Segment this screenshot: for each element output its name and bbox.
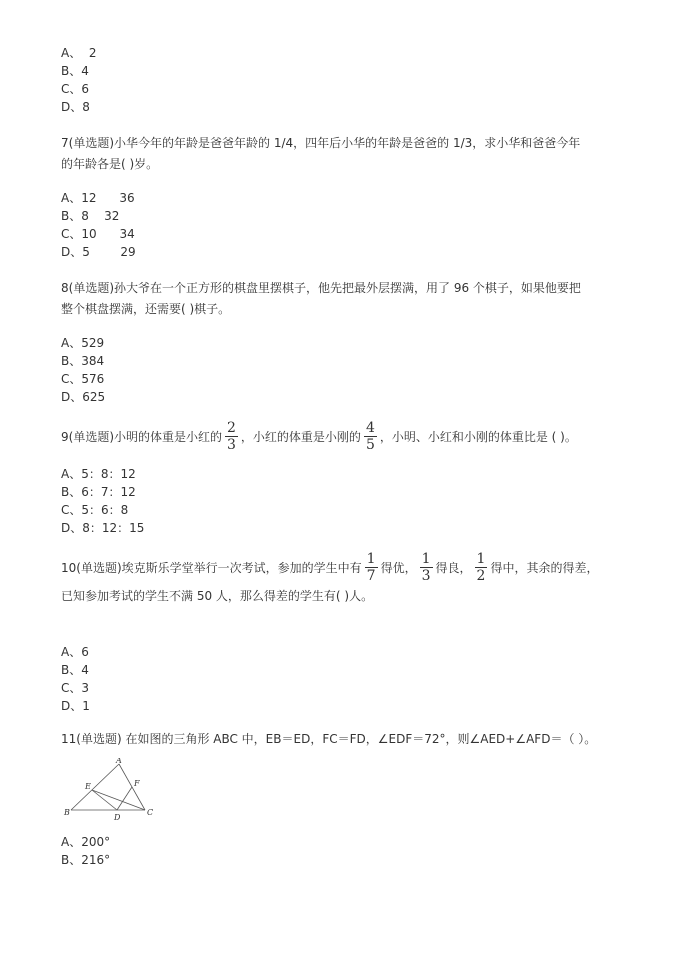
q10-option-c[interactable]: C、3 — [61, 681, 90, 695]
q10-fraction-2-denominator: 3 — [421, 568, 431, 584]
q11-option-b[interactable]: B、216° — [61, 853, 111, 867]
document-page — [61, 44, 641, 869]
q10-fraction-2-numerator: 1 — [421, 551, 431, 567]
q8-options — [61, 334, 641, 406]
q11-stem: 11(单选题) 在如图的三角形 ABC 中，EB＝ED，FC＝FD，∠EDF＝72°，则∠AED+∠AFD＝（ ）。 — [61, 732, 597, 746]
q9-option-d[interactable]: D、8：12：15 — [61, 521, 145, 535]
q10-fraction-1-denominator: 7 — [366, 568, 376, 584]
q10-fraction-3 — [475, 551, 488, 584]
q9-fraction-2 — [364, 420, 377, 453]
q10-options — [61, 643, 641, 715]
q8-option-c[interactable]: C、576 — [61, 372, 105, 386]
q6-option-d[interactable]: D、8 — [61, 100, 90, 114]
q10-fraction-2 — [420, 551, 433, 584]
question-11 — [61, 729, 641, 869]
q10-option-b[interactable]: B、4 — [61, 663, 89, 677]
q7-stem-line1: 7(单选题)小华今年的年龄是爸爸年龄的 1/4，四年后小华的年龄是爸爸的 1/3，求小华和爸爸今年 — [61, 136, 581, 150]
question-10 — [61, 551, 641, 715]
q10-fraction-3-numerator: 1 — [476, 551, 486, 567]
q7-option-d[interactable]: D、5 29 — [61, 245, 136, 259]
q7-options — [61, 189, 641, 261]
q8-stem-line2: 整个棋盘摆满，还需要( )棋子。 — [61, 302, 231, 316]
q7-option-c[interactable]: C、10 34 — [61, 227, 135, 241]
q6-option-c[interactable]: C、6 — [61, 82, 90, 96]
q9-fraction-1 — [225, 420, 238, 453]
question-7 — [61, 133, 641, 261]
vertex-label-d: D — [114, 813, 121, 822]
q9-stem — [61, 420, 641, 453]
q6-options — [61, 44, 641, 116]
q9-fraction-2-numerator: 4 — [365, 420, 375, 436]
vertex-label-f: F — [134, 779, 140, 788]
q6-option-a[interactable]: A、 2 — [61, 46, 97, 60]
q9-fraction-2-denominator: 5 — [365, 437, 375, 453]
q8-stem-line1: 8(单选题)孙大爷在一个正方形的棋盘里摆棋子，他先把最外层摆满，用了 96 个棋子，如果他要把 — [61, 281, 581, 295]
q10-stem-line1 — [61, 551, 641, 584]
q9-option-b[interactable]: B、6：7：12 — [61, 485, 136, 499]
vertex-label-a: A — [116, 758, 122, 765]
side-ab — [71, 764, 119, 810]
q8-option-a[interactable]: A、529 — [61, 336, 105, 350]
q9-stem-part3: ，小明、小红和小刚的体重比是 ( )。 — [379, 430, 577, 444]
q10-stem-part4: 得中，其余的得差， — [490, 561, 599, 575]
q9-options — [61, 465, 641, 537]
q9-fraction-1-denominator: 3 — [227, 437, 236, 453]
segment-ed — [92, 790, 117, 810]
q7-option-b[interactable]: B、8 32 — [61, 209, 120, 223]
q10-stem-part2: 得优， — [380, 561, 417, 575]
segment-fd — [117, 787, 132, 810]
triangle-figure — [63, 758, 163, 822]
q11-option-a[interactable]: A、200° — [61, 835, 111, 849]
q10-stem-part3: 得良， — [435, 561, 472, 575]
q7-stem-line2: 的年龄各是( )岁。 — [61, 157, 159, 171]
q10-option-d[interactable]: D、1 — [61, 699, 90, 713]
question-9 — [61, 420, 641, 537]
q9-option-a[interactable]: A、5：8：12 — [61, 467, 136, 481]
q8-option-d[interactable]: D、625 — [61, 390, 106, 404]
q7-option-a[interactable]: A、12 36 — [61, 191, 135, 205]
q9-stem-part1: 9(单选题)小明的体重是小红的 — [61, 430, 222, 444]
q11-options — [61, 833, 641, 869]
q10-option-a[interactable]: A、6 — [61, 645, 89, 659]
vertex-label-e: E — [85, 782, 91, 791]
q10-stem-part1: 10(单选题)埃克斯乐学堂举行一次考试，参加的学生中有 — [61, 561, 362, 575]
q9-fraction-1-numerator: 2 — [227, 420, 236, 436]
q10-fraction-3-denominator: 2 — [476, 568, 486, 584]
q6-option-b[interactable]: B、4 — [61, 64, 89, 78]
q10-fraction-1-numerator: 1 — [366, 551, 376, 567]
vertex-label-c: C — [147, 808, 154, 817]
q9-stem-part2: ，小红的体重是小刚的 — [240, 430, 361, 444]
q10-fraction-1 — [365, 551, 378, 584]
question-8 — [61, 278, 641, 406]
q9-option-c[interactable]: C、5：6：8 — [61, 503, 129, 517]
q10-stem-line2: 已知参加考试的学生不满 50 人，那么得差的学生有( )人。 — [61, 589, 374, 603]
vertex-label-b: B — [64, 808, 70, 817]
q8-option-b[interactable]: B、384 — [61, 354, 105, 368]
